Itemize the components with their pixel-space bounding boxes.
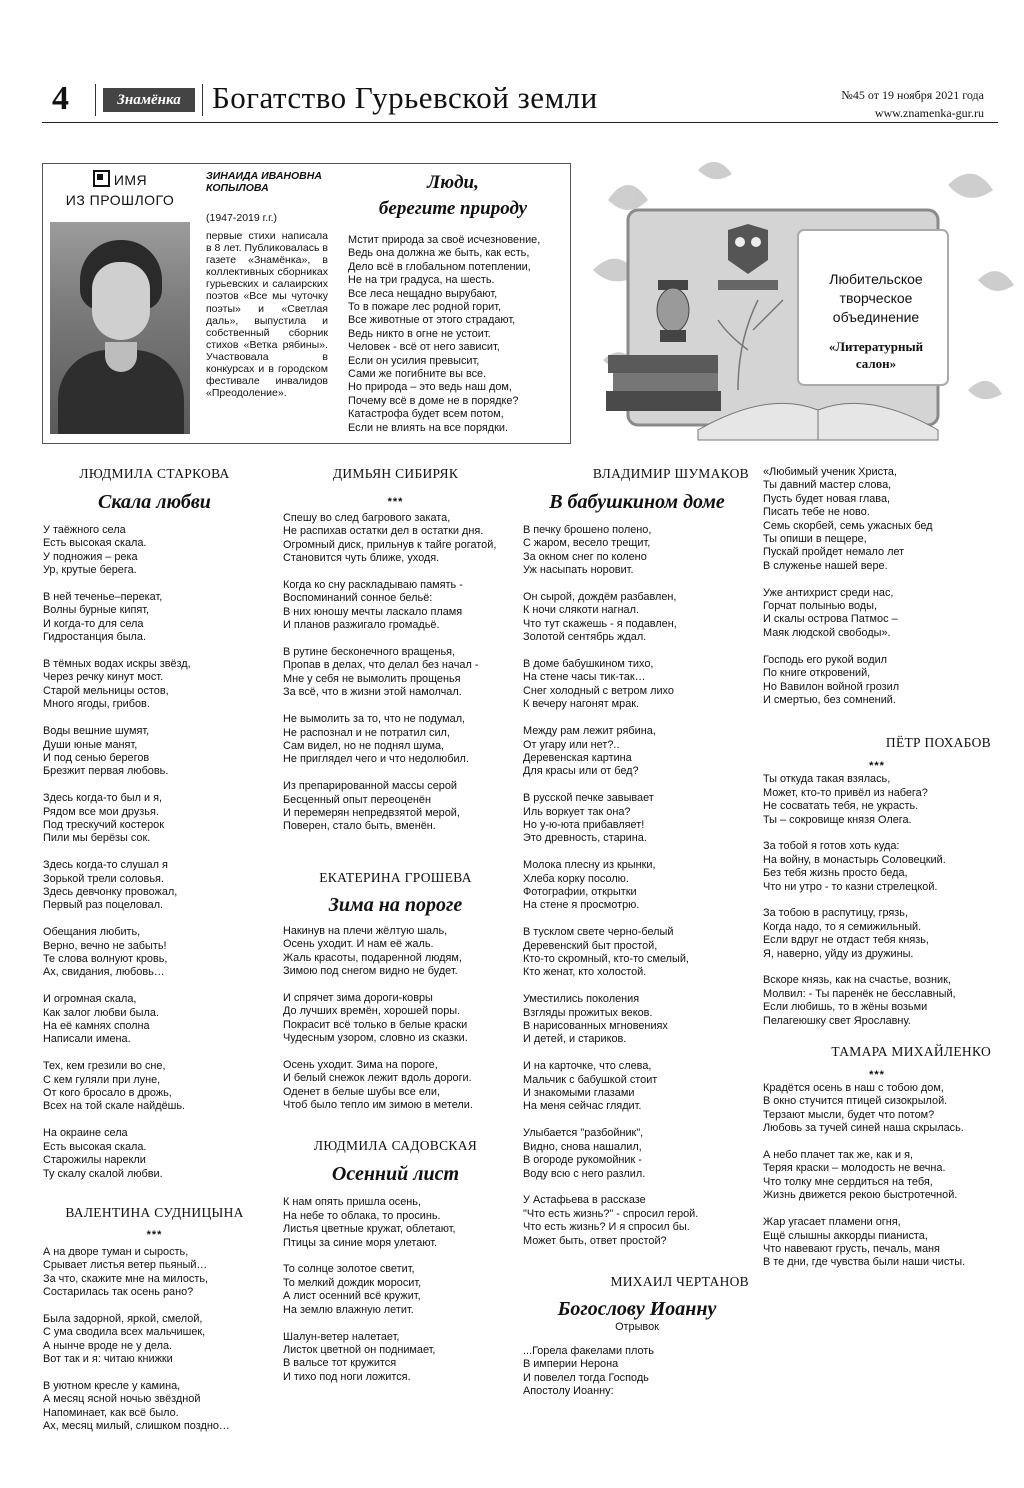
author-name: ЛЮДМИЛА СТАРКОВА: [79, 466, 230, 481]
rubric: [50, 170, 190, 210]
issue-number: №45 от 19 ноября 2021 года: [841, 88, 984, 102]
poem-text: ...Горела факелами плоть В империи Нерона И повелел тогда Господь Апостолу Иоанну:: [523, 1344, 654, 1398]
author-name: ЕКАТЕРИНА ГРОШЕВА: [319, 869, 472, 885]
poem-title: Богослову Иоанну: [557, 1297, 717, 1320]
poem-text: А на дворе туман и сырость, Срывает листья ветер пьяный… За что, скажите мне на милость, Состарилась так осень рано? Была задорной, яркой, смелой, С ума сводила всех мальчишек, А нынче вроде не у дела. Вот так и я: читаю книжки В уютном кресле у камина, А месяц ясной ночью звёздной Напоминает, как всё было. Ах, месяц милый, слишком поздно…: [43, 1245, 230, 1433]
author-name: ВЛАДИМИР ШУМАКОВ: [592, 466, 749, 481]
author-portrait: [50, 222, 190, 434]
header-rule: [42, 122, 998, 123]
poem-stars: ***: [869, 1069, 885, 1082]
section-title: Богатство Гурьевской земли: [212, 80, 598, 115]
issue-info: [841, 86, 984, 122]
column-2: [283, 466, 508, 1384]
poem-title: В бабушкином доме: [549, 491, 725, 513]
poem-stars: ***: [387, 496, 404, 508]
poem-text: К нам опять пришла осень, На небе то облака, то просинь. Листья цветные кружат, облетают, Птицы за синие моря улетают. То солнце золотое светит, То мелкий дождик моросит, А лист осенний всё кружит, На землю влажную летит. Шалун-ветер налетает, Листок цветной он поднимает, В вальсе тот кружится И тихо под ноги ложится.: [283, 1196, 456, 1383]
author-name: ЛЮДМИЛА САДОВСКАЯ: [313, 1138, 478, 1154]
author-name: ВАЛЕНТИНА СУДНИЦЫНА: [65, 1204, 244, 1220]
rubric-line-1: ИМЯ: [113, 172, 148, 188]
bio-years: (1947-2019 г.г.): [206, 212, 278, 224]
author-name: МИХАИЛ ЧЕРТАНОВ: [610, 1273, 749, 1289]
salon-name: «Литературный салон»: [828, 339, 924, 371]
poem-text: Ты откуда такая взялась, Может, кто-то привёл из набега? Не сосватать тебя, не украсть. Ты – сокровище князя Олега. За тобой я готов хоть куда: На войну, в монастырь Соловецкий. Без тебя жизнь просто беда, Что ни утро - то казни стрелецкой. За тобою в распутицу, грязь, Когда надо, то я семижильный. Если вдруг не отдаст тебя князь, Я, наверно, уйду из дружины. Вскоре князь, как на счастье, возник, Молвил: - Ты паренёк не бесславный, Если любишь, то в жёны возьми Пелагеюшку свет Ярославну.: [763, 773, 956, 1027]
header-divider: [202, 84, 203, 116]
poem-text: Крадётся осень в наш с тобою дом, В окно стучится птицей сизокрылой. Терзают мысли, будет что потом? Любовь за тучей синей наша скрылась. А небо плачет так же, как и я, Теряя краски – молодость не вечна. Что толку мне сердиться на тебя, Жизнь движется рекою быстротечной. Жар угасает пламени огня, Ещё слышны аккорды пианиста, Что навевают грусть, печаль, маня В те дни, где чувства были наши чисты.: [763, 1082, 966, 1269]
poem-text: Спешу во след багрового заката, Не распихав остатки дел в остатки дня. Огромный диск, прильнув к тайге рогатой, Становится чуть ближе, уходя. Когда ко сну раскладываю память - Воспоминаний сонное бельё: В них юношу мечты ласкало пламя И планов разжигало громадьё. В рутине бесконечного вращенья, Пропав в делах, что делал без начал - Мне у себя не вымолить прощенья За всё, что в жизни этой намолчал. Не вымолить за то, что не подумал, Не распознал и не потратил сил, Сам видел, но не поднял шума, Не приглядел чего и что недолюбил. Из препарированной массы серой Бесценный опыт переоценён И перемерян непредвзятой мерой, Поверен, стало быть, вменён.: [283, 512, 497, 833]
poem-text: В печку брошено полено, С жаром, весело трещит, За окном снег по колено Уж насыпать норовит. Он сырой, дождём разбавлен, К ночи слякоти нагнал. Что тут скажешь - я подавлен, Золотой сентябрь ждал. В доме бабушкином тихо, На стене часы тик-так… Снег холодный с ветром лихо К вечеру нагонят мрак. Между рам лежит рябина, От угару или нет?.. Деревенская картина Для красы или от бед? В русской печке завывает Иль воркует так она? Но у-ю-юта прибавляет! Это древность, старина. Молока плесну из крынки, Хлеба корку посолю. Фотографии, открытки На стене я просмотрю. В тусклом свете черно-белый Деревенский быт простой, Кто-то скромный, кто-то смелый, Кто женат, кто холостой. Уместились поколения Взгляды прожитых веков. В нарисованных мгновениях И детей, и стариков. И на карточке, что слева, Мальчик с бабушкой стоит И знакомыми глазами На меня сейчас глядит. Улыбается "разбойник", Видно, снова нашалил, В огороде рукомойник - Воду всю с него разлил. У Астафьева в рассказе "Что есть жизнь?" - спросил герой. Что есть жизнь? И я спросил бы. Может быть, ответ простой?: [523, 524, 699, 1247]
feature-poem-title-line-2: берегите природу: [378, 198, 528, 219]
rubric-line-2: ИЗ ПРОШЛОГО: [65, 192, 175, 208]
portrait-face: [92, 262, 150, 340]
page-number: 4: [52, 80, 69, 117]
poem-text: У таёжного села Есть высокая скала. У подножия – река Ур, крутые берега. В ней теченье–перекат, Волны бурные кипят, И когда-то для села Гидростанция была. В тёмных водах искры звёзд, Через речку кинут мост. Старой мельницы остов, Много ягоды, грибов. Воды вешние шумят, Души юные манят, И под сенью берегов Брезжит первая любовь. Здесь когда-то был и я, Рядом все мои друзья. Под трескучий костерок Пили мы берёзы сок. Здесь когда-то слушал я Зорькой трели соловья. Здесь девчонку провожал, Первый раз поцеловал. Обещания любить, Верно, вечно не забыть! Те слова волнуют кровь, Ах, свидания, любовь… И огромная скала, Как залог любви была. На её камнях сполна Написали имена. Тех, кем грезили во сне, С кем гуляли при луне, От кого бросало в дрожь, Всех на той скале найдёшь. На окраине села Есть высокая скала. Старожилы нарекли Ту скалу скалой любви.: [43, 524, 191, 1180]
feature-poem-title: [346, 170, 560, 222]
poem-stars: ***: [869, 760, 885, 773]
poem-title: Скала любви: [98, 491, 211, 513]
column-3: [523, 466, 751, 1399]
bio-text: первые стихи написала в 8 лет. Публиковалась в газете «Знамёнка», в коллективных сборниках гурьевских и салаирских поэтов «Все мы чуточку поэты» и «Светлая даль», выпустила и собственный сборник стихов «Ветка рябины». Участвовала в конкурсах и в городском фестивале инвалидов «Преодоление».: [206, 230, 328, 400]
book-stack: [606, 355, 721, 411]
feature-poem-title-line-1: Люди,: [427, 172, 479, 193]
poem-subtitle: Отрывок: [615, 1320, 659, 1333]
poem-text-continued: «Любимый ученик Христа, Ты давний мастер слова, Пусть будет новая глава, Писать тебе не ново. Семь скорбей, семь ужасных бед Ты опиши в пещере, Пускай пройдет немало лет В служенье нашей вере. Уже антихрист среди нас, Горчат полынью воды, И скалы острова Патмос – Маяк людской свободы». Господь его рукой водил По книге откровений, Но Вавилон войной грозил И смертью, без сомнений.: [763, 466, 933, 706]
literary-salon-illustration: [588, 160, 1018, 450]
feature-poem: Мстит природа за своё исчезновение, Ведь она должна же быть, как есть, Дело всё в глобальном потеплении, Не на три градуса, на шесть. Все леса нещадно вырубают, То в пожаре лес родной горит, Все животные от этого страдают, Ведь никто в огне не устоит. Человек - всё от него зависит, Если он усилия превысит, Сами же погибните вы все. Но природа – это ведь наш дом, Почему всё в доме не в порядке? Катастрофа будет всем потом, Если не влиять на все порядки.: [348, 234, 541, 434]
newspaper-logo: Знамёнка: [103, 88, 195, 112]
column-1: [42, 466, 267, 1434]
header-divider: [95, 84, 96, 116]
column-4: [763, 466, 991, 1270]
poem-title: Осенний лист: [331, 1163, 460, 1186]
author-name: ПЁТР ПОХАБОВ: [885, 735, 991, 751]
author-name: ДИМЬЯН СИБИРЯК: [332, 466, 459, 481]
poem-title: Зима на пороге: [328, 893, 463, 916]
website-link[interactable]: www.znamenka-gur.ru: [874, 106, 984, 120]
poem-text: Накинув на плечи жёлтую шаль, Осень уходит. И нам её жаль. Жаль красоты, подаренной людям, Зимою под снегом видно не будет. И спрячет зима дороги-ковры До лучших времён, хорошей поры. Покрасит всё только в белые краски Чудесным узором, словно из сказки. Осень уходит. Зима на пороге, И белый снежок лежит вдоль дороги. Оденет в белые шубы все ели, Чтоб было тепло им зимою в метели.: [283, 924, 473, 1112]
salon-label: Любительское творческое объединение: [829, 271, 923, 325]
author-name: ТАМАРА МИХАЙЛЕНКО: [831, 1044, 991, 1060]
bio-name: ЗИНАИДА ИВАНОВНА КОПЫЛОВА: [206, 170, 322, 194]
poem-stars: ***: [146, 1228, 163, 1241]
rubric-square-icon: [93, 170, 110, 187]
lamp: [657, 280, 689, 342]
